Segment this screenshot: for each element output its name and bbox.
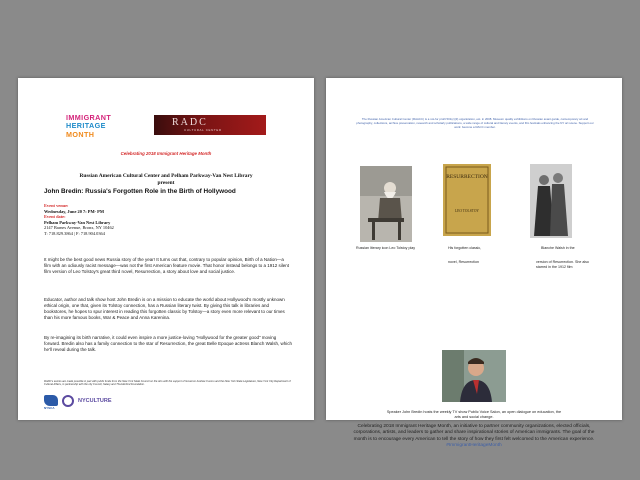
- blanche-walsh-photo: [530, 164, 572, 238]
- book-cover-image: [443, 164, 491, 236]
- presenters-line: present: [157, 179, 175, 186]
- book-cover-author: LEO TOLSTOY: [454, 209, 480, 213]
- event-details: [44, 203, 294, 236]
- about-racc-text: The Russian American Cultural Center (RAACC) is a not-for profit 501(c)(3) organization, est. in 2008. Museum quality exhibitions on Russian avant garde, contemporary art and photography, collections, archive preservation, research and scholarly publications, a wide range of cultural and literary events, and film festivals enhancing the NY art scene. Support our work: become a RACC member.: [356, 117, 594, 129]
- nyculture-ring-icon: [62, 395, 74, 407]
- blanche-photo-image: [530, 164, 572, 238]
- body-paragraph: Educator, author and talk show host John Bredin is on a mission to educate the world about Hollywood's mostly unknown ethical origin, one that, given its Tolstoy connection, has a Russian literary twist. By giving this talk in libraries and bookstores, he hopes to spur interest in reading this forgotten classic by Tolstoy—a story even more relevant to our times than his more famous books, War & Peace and Anna Karenina.: [44, 297, 285, 321]
- celebrating-text: Celebrating 2018 Immigrant Heritage Month, an initiative to partner community organizations, elected officials, corporations, artists, and leaders to gather and share inspirational stories of American immigrants. The goal of the month is to encourage every American to tell the story of how they first felt welcomed to the American experience.: [353, 424, 595, 442]
- funding-fine-print: RADC's events are made possible in part with public funds from the New York State Council on the Arts with the support of Governor Andrew Cuomo and the New York State Legislature, New York City Department of Cultural Affairs, in partnership with the city Council, Salary and Thunderbird Foundation.: [44, 380, 291, 387]
- logo-line: HERITAGE: [66, 121, 106, 131]
- radc-logo-text: RADC: [172, 117, 208, 128]
- immigrant-heritage-month-logo: [66, 114, 134, 139]
- presenters-heading: [38, 173, 294, 186]
- tolstoy-caption: Russian literary icon Leo Tolstoy play: [356, 246, 416, 250]
- event-date-label: Event date:: [44, 214, 66, 219]
- nyculture-logo-text: NYCULTURE: [78, 398, 112, 404]
- body-paragraph: It might be the best good news Russia story of the year! It turns out that, contrary to popular opinion, Birth of a Nation—a film with an odiously racist message—was not the first American feature movie. That honor instead belongs to a 1912 silent film version of Leo Tolstoy's great third novel, Resurrection, a story about love and social justice.: [44, 257, 290, 275]
- tolstoy-photo-image: [360, 166, 412, 242]
- presenters-line: Russian American Cultural Center and Pelham Parkway-Van Nest Library: [79, 173, 253, 179]
- speaker-caption: Speaker John Bredin hosts the weekly TV show Public Voice Salon, an open dialogue on education, the arts and social change.: [386, 410, 562, 419]
- book-caption: novel, Resurrection: [448, 260, 479, 264]
- library-name: Pelham Parkway-Van Nest Library: [44, 219, 111, 225]
- radc-logo-subtitle: CULTURAL CENTER: [184, 128, 222, 132]
- flyer-page-left: [18, 78, 314, 420]
- nyculture-logo: [62, 394, 112, 408]
- logo-line: MONTH: [66, 129, 95, 139]
- book-cover-title: RESURRECTION: [446, 174, 488, 180]
- hashtag-link[interactable]: #ImmigrantHeritageMonth: [446, 442, 502, 448]
- library-phone: T: 718.829.3864 | F: 718.904.0364: [44, 230, 105, 236]
- nysca-state-shape-icon: [44, 395, 58, 406]
- logo-line: IMMIGRANT: [66, 113, 112, 122]
- flyer-page-right: [326, 78, 622, 448]
- library-address: 2147 Barnes Avenue, Bronx, NY 10462: [44, 225, 114, 230]
- resurrection-book-cover: [443, 164, 491, 236]
- john-bredin-photo: [442, 350, 506, 402]
- body-paragraph: By re-imagining its birth narrative, it could even inspire a more justice-loving "Hollywood for the greater good" moving forward. Bredin also has a family connection to the star of Resurrection, the great Belle Epoque actress Blanch Walsh, which he'll reveal during the talk.: [44, 335, 292, 353]
- radc-logo: [154, 115, 266, 135]
- blanche-caption: version of Resurrection. She also starred in the 1912 film: [536, 260, 589, 269]
- event-title: John Bredin: Russia's Forgotten Role in the Birth of Hollywood: [44, 188, 236, 195]
- blanche-caption: Blanche Walsh in the: [541, 246, 575, 250]
- bredin-photo-image: [442, 350, 506, 402]
- nysca-logo: [44, 395, 60, 411]
- celebrating-paragraph: [352, 424, 596, 449]
- tolstoy-photo: [360, 166, 412, 242]
- event-venue-label: Event venue:: [44, 203, 69, 208]
- celebrating-heading: Celebrating 2018 Immigrant Heritage Month: [120, 151, 212, 156]
- book-caption: His forgotten classic,: [448, 246, 482, 250]
- nysca-logo-text: NYSCA: [44, 406, 55, 410]
- event-datetime: Wednesday, June 20 7: PM- PM: [44, 208, 105, 214]
